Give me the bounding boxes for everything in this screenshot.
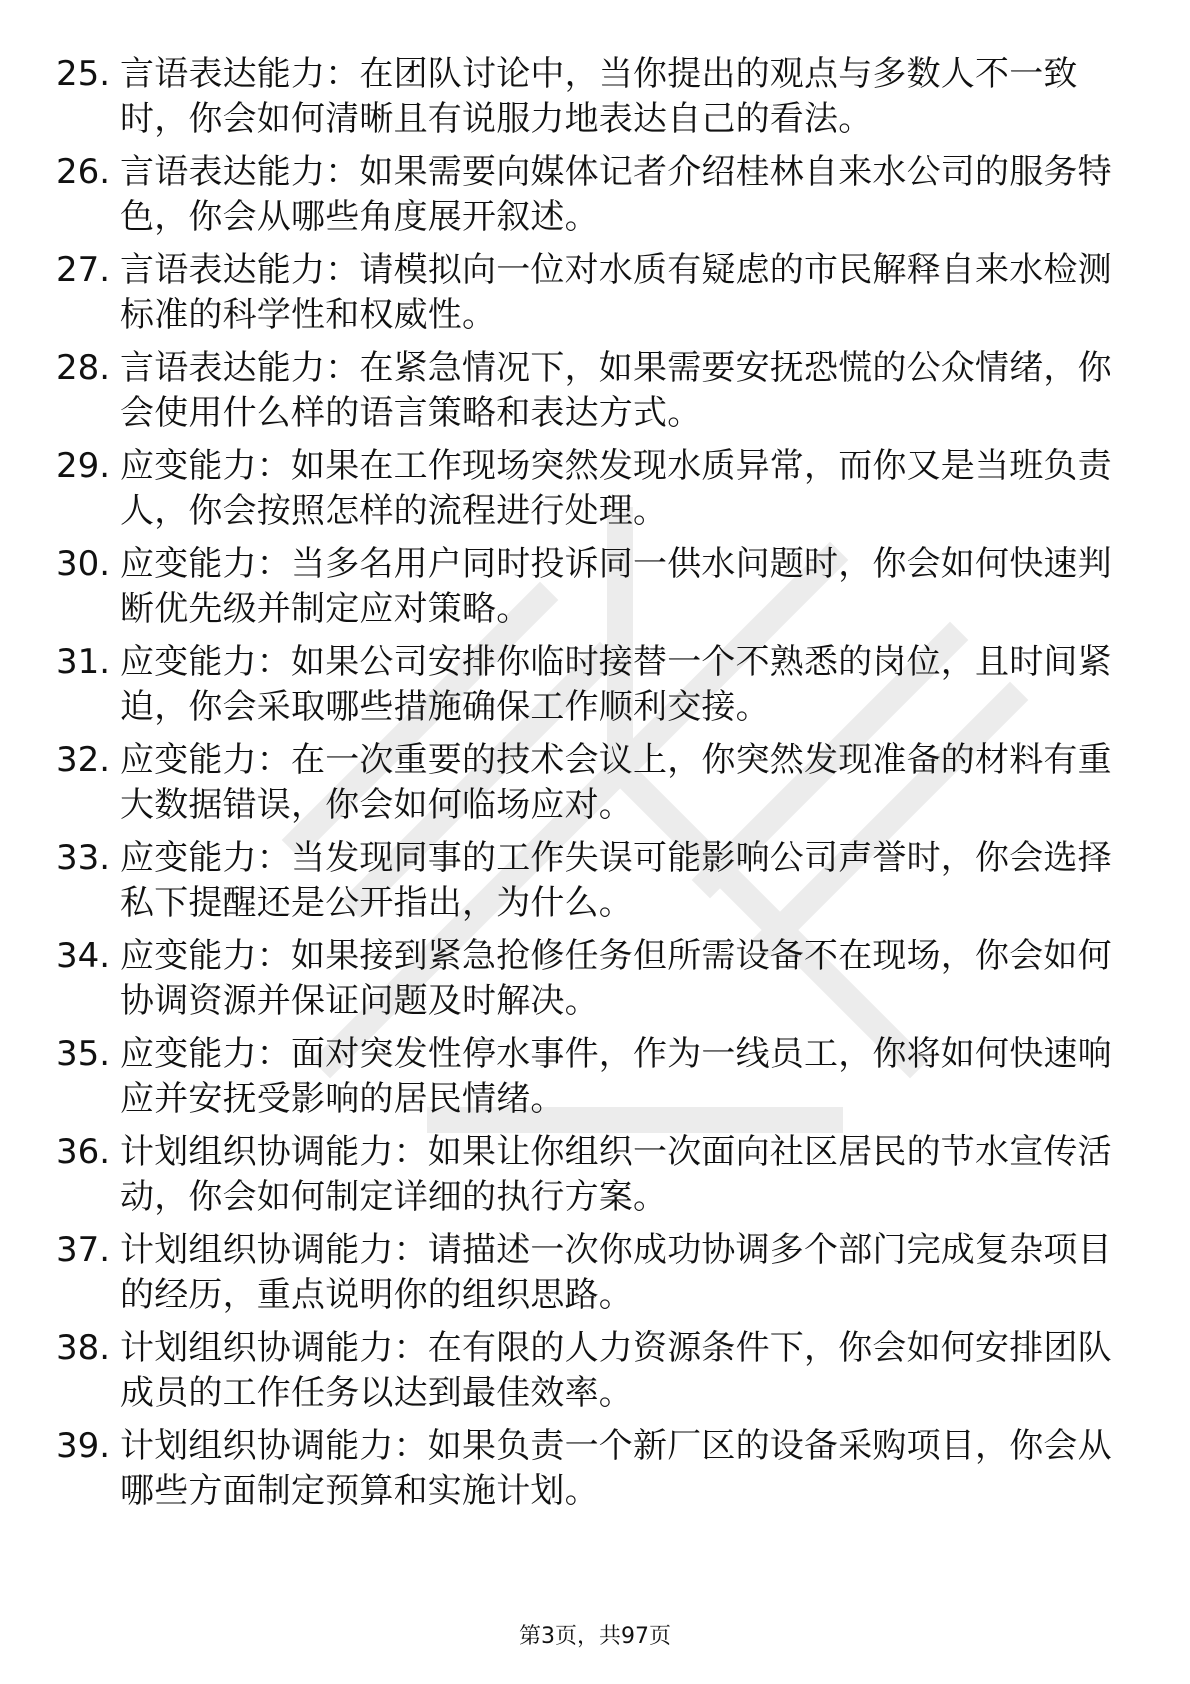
list-item [56, 444, 1116, 542]
question-text: 计划组织协调能力：如果负责一个新厂区的设备采购项目，你会从哪些方面制定预算和实施计划。 [120, 1426, 1112, 1511]
question-list [56, 52, 1116, 1522]
question-text: 言语表达能力：在紧急情况下，如果需要安抚恐慌的公众情绪，你会使用什么样的语言策略和表达方式。 [120, 348, 1112, 433]
list-item [56, 1130, 1116, 1228]
list-item [56, 150, 1116, 248]
question-text: 应变能力：在一次重要的技术会议上，你突然发现准备的材料有重大数据错误，你会如何临场应对。 [120, 740, 1112, 825]
question-number: 29. [56, 446, 111, 486]
question-text: 应变能力：当发现同事的工作失误可能影响公司声誉时，你会选择私下提醒还是公开指出，为什么。 [120, 838, 1112, 923]
list-item [56, 346, 1116, 444]
question-text: 应变能力：面对突发性停水事件，作为一线员工，你将如何快速响应并安抚受影响的居民情绪。 [120, 1034, 1112, 1119]
question-text: 应变能力：如果公司安排你临时接替一个不熟悉的岗位，且时间紧迫，你会采取哪些措施确保工作顺利交接。 [120, 642, 1112, 727]
question-text: 计划组织协调能力：在有限的人力资源条件下，你会如何安排团队成员的工作任务以达到最佳效率。 [120, 1328, 1112, 1413]
list-item [56, 1032, 1116, 1130]
question-number: 27. [56, 250, 111, 290]
list-item [56, 934, 1116, 1032]
question-text: 应变能力：如果接到紧急抢修任务但所需设备不在现场，你会如何协调资源并保证问题及时解决。 [120, 936, 1112, 1021]
list-item [56, 738, 1116, 836]
question-number: 36. [56, 1132, 111, 1172]
question-number: 26. [56, 152, 111, 192]
list-item [56, 1326, 1116, 1424]
list-item [56, 542, 1116, 640]
question-number: 37. [56, 1230, 111, 1270]
question-number: 34. [56, 936, 111, 976]
list-item [56, 836, 1116, 934]
question-number: 39. [56, 1426, 111, 1466]
question-text: 言语表达能力：如果需要向媒体记者介绍桂林自来水公司的服务特色，你会从哪些角度展开叙述。 [120, 152, 1112, 237]
list-item [56, 640, 1116, 738]
question-text: 言语表达能力：在团队讨论中，当你提出的观点与多数人不一致时，你会如何清晰且有说服力地表达自己的看法。 [120, 54, 1078, 139]
question-text: 言语表达能力：请模拟向一位对水质有疑虑的市民解释自来水检测标准的科学性和权威性。 [120, 250, 1112, 335]
question-number: 35. [56, 1034, 111, 1074]
question-text: 应变能力：如果在工作现场突然发现水质异常，而你又是当班负责人，你会按照怎样的流程进行处理。 [120, 446, 1112, 531]
question-text: 计划组织协调能力：请描述一次你成功协调多个部门完成复杂项目的经历，重点说明你的组织思路。 [120, 1230, 1112, 1315]
question-number: 33. [56, 838, 111, 878]
question-number: 30. [56, 544, 111, 584]
list-item [56, 1424, 1116, 1522]
list-item [56, 248, 1116, 346]
question-number: 31. [56, 642, 111, 682]
question-number: 38. [56, 1328, 111, 1368]
page-number: 第3页，共97页 [519, 1624, 671, 1649]
question-number: 32. [56, 740, 111, 780]
question-number: 28. [56, 348, 111, 388]
question-text: 应变能力：当多名用户同时投诉同一供水问题时，你会如何快速判断优先级并制定应对策略。 [120, 544, 1112, 629]
list-item [56, 1228, 1116, 1326]
question-text: 计划组织协调能力：如果让你组织一次面向社区居民的节水宣传活动，你会如何制定详细的执行方案。 [120, 1132, 1112, 1217]
question-number: 25. [56, 54, 111, 94]
list-item [56, 52, 1116, 150]
